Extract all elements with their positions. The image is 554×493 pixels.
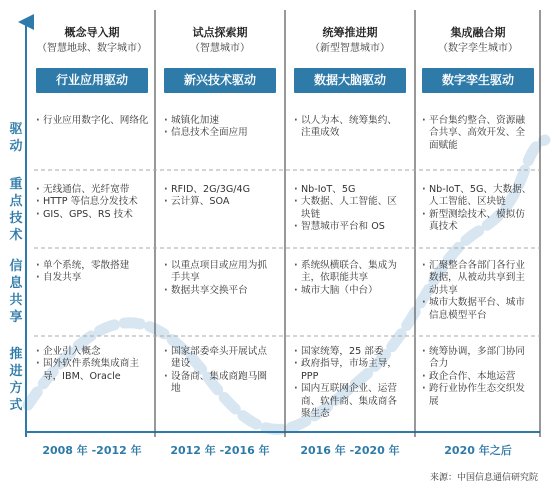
- stage-subtitle: （智慧地球、数字城市）: [37, 43, 147, 54]
- info-cell: · 系统纵横联合、集成为主，依职能共享 · 城市大脑（中台）: [294, 260, 406, 297]
- mode-cell: · 国家统筹，25 部委 · 政府指导，市场主导，PPP · 国内互联网企业、运营商、软件商、集成商各聚生态: [294, 346, 406, 420]
- stage-subtitle: （数字孪生城市）: [438, 43, 518, 54]
- drive-cell: · 平台集约整合、资源融合共享、高效开发、全面赋能: [422, 115, 534, 152]
- row-label-mode: 推 进 方 式: [9, 347, 23, 413]
- source-note: 来源：中国信息通信研究院: [429, 473, 538, 483]
- row-label-drive: 驱 动: [9, 122, 23, 154]
- year-label: 2020 年之后: [444, 444, 512, 457]
- mode-cell: · 统筹协调，多部门协同合力 · 政企合作、本地运营 · 跨行业协作生态交织发展: [422, 346, 534, 408]
- stage-title: 集成融合期: [450, 26, 506, 39]
- stage-subtitle: （新型智慧城市）: [310, 43, 390, 54]
- stage-title: 概念导入期: [64, 26, 120, 39]
- stage-title: 试点探索期: [192, 26, 248, 39]
- tech-cell: · 无线通信、光纤宽带 · HTTP 等信息分发技术 · GIS、GPS、RS 技术: [36, 184, 156, 221]
- stage-subtitle: （智慧城市）: [190, 43, 250, 54]
- mode-cell: · 国家部委牵头开展试点建设 · 设备商、集成商跑马圈地: [164, 346, 274, 396]
- tech-cell: · Nb-IoT、5G · 大数据、人工智能、区块链 · 智慧城市平台和 OS: [294, 184, 406, 234]
- info-cell: · 单个系统，零散搭建 · 自发共享: [36, 260, 156, 285]
- mode-cell: · 企业引入概念 · 国外软件系统集成商主导，IBM、Oracle: [36, 346, 156, 383]
- stage-driver-box: 数字孪生驱动: [422, 68, 534, 93]
- stage-driver-box: 数据大脑驱动: [294, 68, 406, 93]
- drive-cell: · 行业应用数字化、网络化: [36, 115, 156, 127]
- tech-cell: · Nb-IoT、5G、大数据、人工智能、区块链 · 新型测绘技术、模拟仿真技术: [422, 184, 534, 234]
- drive-cell: · 城镇化加速 · 信息技术全面应用: [164, 115, 284, 140]
- info-cell: · 以重点项目或应用为抓手共享 · 数据共享交换平台: [164, 260, 274, 297]
- stage-title: 统筹推进期: [322, 26, 378, 39]
- row-label-tech: 重 点 技 术: [9, 177, 23, 243]
- year-label: 2008 年 -2012 年: [42, 444, 142, 457]
- info-cell: · 汇聚整合各部门各行业数据，从被动共享到主动共享 · 城市大数据平台、城市信息模型平台: [422, 260, 534, 322]
- row-label-info: 信 息 共 享: [9, 259, 23, 325]
- year-label: 2012 年 -2016 年: [170, 444, 270, 457]
- drive-cell: · 以人为本、统筹集约、注重成效: [294, 115, 406, 140]
- year-label: 2016 年 -2020 年: [300, 444, 400, 457]
- tech-cell: · RFID、2G/3G/4G · 云计算、SOA: [164, 184, 284, 209]
- stage-driver-box: 新兴技术驱动: [164, 68, 276, 93]
- stage-driver-box: 行业应用驱动: [36, 68, 148, 93]
